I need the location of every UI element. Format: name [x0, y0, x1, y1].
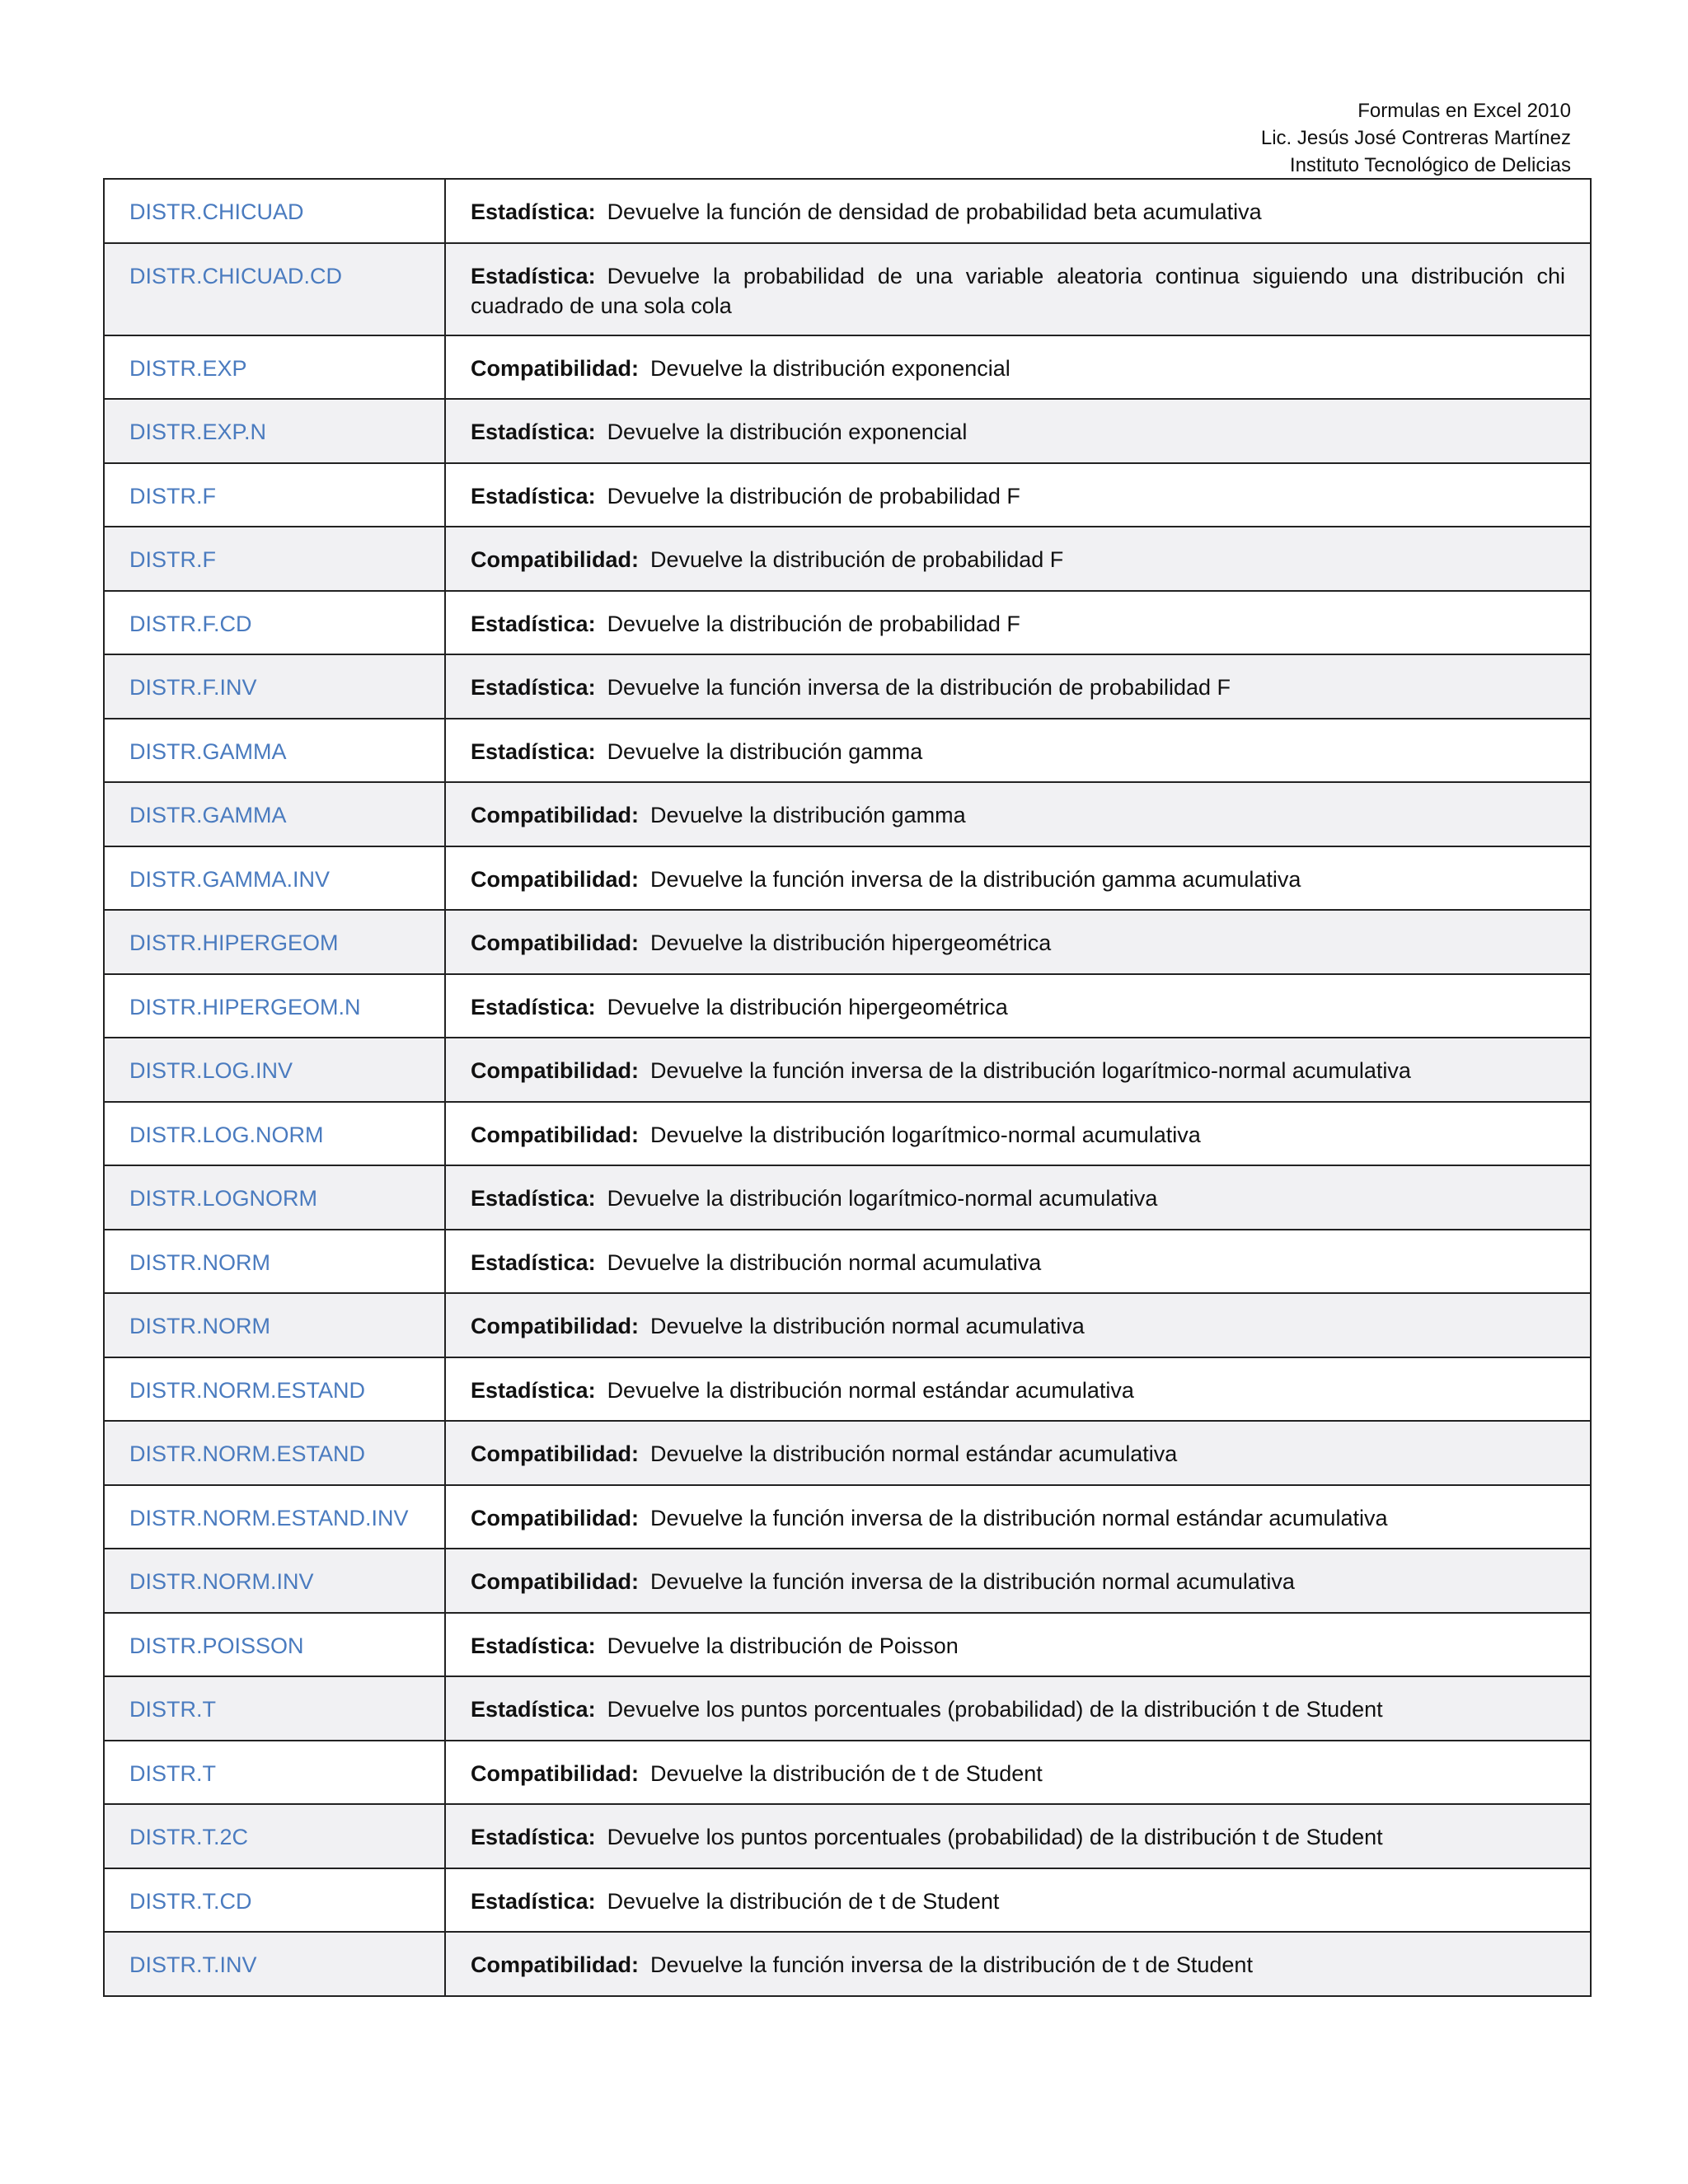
function-description [445, 1038, 1591, 1102]
description-text: Devuelve los puntos porcentuales (probabilidad) de la distribución t de Student [607, 1697, 1383, 1722]
function-description [445, 1613, 1591, 1677]
function-description [445, 782, 1591, 846]
function-category: Compatibilidad: [471, 1569, 639, 1594]
description-text: Devuelve la distribución hipergeométrica [650, 930, 1052, 955]
function-name-link[interactable]: DISTR.POISSON [104, 1613, 445, 1677]
function-name-link[interactable]: DISTR.T.INV [104, 1932, 445, 1996]
function-category: Estadística: [471, 1249, 596, 1275]
function-description [445, 179, 1591, 243]
description-text: Devuelve la distribución de probabilidad F [650, 547, 1064, 572]
description-text: Devuelve la distribución exponencial [607, 419, 968, 444]
function-name-link[interactable]: DISTR.HIPERGEOM.N [104, 974, 445, 1038]
table-row [104, 1230, 1591, 1294]
function-description [445, 1868, 1591, 1933]
function-description [445, 1165, 1591, 1230]
table-row [104, 1932, 1591, 1996]
function-category: Estadística: [471, 1377, 596, 1403]
table-row [104, 1165, 1591, 1230]
description-text: Devuelve la distribución logarítmico-normal acumulativa [607, 1186, 1158, 1211]
description-text: Devuelve la distribución de t de Student [650, 1760, 1043, 1786]
function-name-link[interactable]: DISTR.T [104, 1676, 445, 1741]
function-name-link[interactable]: DISTR.GAMMA [104, 719, 445, 783]
function-category: Compatibilidad: [471, 1505, 639, 1530]
function-category: Estadística: [471, 1186, 596, 1211]
function-description [445, 463, 1591, 527]
function-category: Compatibilidad: [471, 930, 639, 955]
function-name-link[interactable]: DISTR.NORM.ESTAND [104, 1421, 445, 1485]
function-category: Estadística: [471, 1888, 596, 1914]
description-text: Devuelve la función inversa de la distribución logarítmico-normal acumulativa [650, 1058, 1411, 1083]
table-row [104, 1804, 1591, 1868]
function-category: Compatibilidad: [471, 866, 639, 892]
table-row [104, 399, 1591, 463]
function-name-link[interactable]: DISTR.GAMMA [104, 782, 445, 846]
description-text: Devuelve la función inversa de la distribución de t de Student [650, 1952, 1253, 1977]
description-text: Devuelve la distribución de t de Student [607, 1888, 1000, 1914]
function-description [445, 846, 1591, 911]
function-name-link[interactable]: DISTR.HIPERGEOM [104, 910, 445, 974]
function-name-link[interactable]: DISTR.GAMMA.INV [104, 846, 445, 911]
function-category: Estadística: [471, 419, 596, 444]
description-text: Devuelve la distribución de probabilidad F [607, 611, 1020, 636]
function-category: Compatibilidad: [471, 803, 639, 827]
function-description [445, 1549, 1591, 1613]
description-text: Devuelve la distribución gamma [650, 803, 966, 827]
function-name-link[interactable]: DISTR.NORM.INV [104, 1549, 445, 1613]
function-category: Compatibilidad: [471, 1314, 639, 1338]
description-text: Devuelve la función inversa de la distribución normal acumulativa [650, 1569, 1295, 1594]
function-description [445, 1485, 1591, 1549]
description-text: Devuelve la distribución gamma [607, 738, 923, 764]
function-category: Estadística: [471, 1697, 596, 1722]
function-name-link[interactable]: DISTR.T.2C [104, 1804, 445, 1868]
function-category: Compatibilidad: [471, 1441, 639, 1466]
function-name-link[interactable]: DISTR.T [104, 1741, 445, 1805]
header-title: Formulas en Excel 2010 [1357, 100, 1571, 122]
function-category: Estadística: [471, 994, 596, 1019]
function-category: Estadística: [471, 483, 596, 509]
table-row [104, 527, 1591, 591]
description-text: Devuelve la distribución normal estándar acumulativa [607, 1377, 1134, 1403]
function-category: Compatibilidad: [471, 1122, 639, 1147]
function-description [445, 243, 1591, 335]
description-text: Devuelve la distribución normal acumulativa [650, 1314, 1085, 1338]
table-row [104, 1357, 1591, 1422]
function-category: Compatibilidad: [471, 1952, 639, 1977]
function-name-link[interactable]: DISTR.F.INV [104, 654, 445, 719]
table-row [104, 1868, 1591, 1933]
table-row [104, 719, 1591, 783]
function-name-link[interactable]: DISTR.LOGNORM [104, 1165, 445, 1230]
header-institution: Instituto Tecnológico de Delicias [1289, 154, 1571, 176]
description-text: Devuelve la distribución de Poisson [607, 1633, 959, 1658]
table-row [104, 1293, 1591, 1357]
function-category: Estadística: [471, 611, 596, 636]
description-text: Devuelve la función inversa de la distribución gamma acumulativa [650, 866, 1301, 892]
table-row [104, 1676, 1591, 1741]
table-row [104, 243, 1591, 335]
function-category: Estadística: [471, 738, 596, 764]
function-category: Compatibilidad: [471, 1760, 639, 1786]
table-row [104, 782, 1591, 846]
function-description [445, 399, 1591, 463]
function-description [445, 591, 1591, 655]
function-description [445, 1357, 1591, 1422]
function-category: Compatibilidad: [471, 547, 639, 572]
description-text: Devuelve la distribución normal acumulativa [607, 1249, 1042, 1275]
description-text: Devuelve la distribución logarítmico-normal acumulativa [650, 1122, 1201, 1147]
function-description [445, 719, 1591, 783]
function-category: Estadística: [471, 1633, 596, 1658]
function-description [445, 910, 1591, 974]
description-text: Devuelve la probabilidad de una variable aleatoria continua siguiendo una distribución chi cuadrado de una sola cola [471, 263, 1565, 318]
function-name-link[interactable]: DISTR.T.CD [104, 1868, 445, 1933]
description-text: Devuelve la distribución hipergeométrica [607, 994, 1008, 1019]
description-text: Devuelve la distribución de probabilidad F [607, 483, 1020, 509]
function-description [445, 527, 1591, 591]
function-name-link[interactable]: DISTR.CHICUAD [104, 179, 445, 243]
table-row [104, 1485, 1591, 1549]
table-row [104, 974, 1591, 1038]
function-name-link[interactable]: DISTR.NORM.ESTAND.INV [104, 1485, 445, 1549]
function-table [103, 178, 1592, 1997]
function-description [445, 335, 1591, 400]
function-description [445, 1230, 1591, 1294]
description-text: Devuelve la distribución normal estándar acumulativa [650, 1441, 1178, 1466]
function-category: Estadística: [471, 675, 596, 700]
description-text: Devuelve la función de densidad de probabilidad beta acumulativa [607, 199, 1262, 224]
function-category: Estadística: [471, 199, 596, 224]
page-header [1261, 97, 1571, 179]
function-name-link[interactable]: DISTR.EXP.N [104, 399, 445, 463]
function-description [445, 1932, 1591, 1996]
table-row [104, 654, 1591, 719]
function-category: Compatibilidad: [471, 355, 639, 381]
function-description [445, 1102, 1591, 1166]
function-name-link[interactable]: DISTR.NORM [104, 1230, 445, 1294]
function-name-link[interactable]: DISTR.NORM [104, 1293, 445, 1357]
description-text: Devuelve la distribución exponencial [650, 355, 1010, 381]
function-description [445, 654, 1591, 719]
description-text: Devuelve los puntos porcentuales (probabilidad) de la distribución t de Student [607, 1825, 1383, 1849]
function-description [445, 1421, 1591, 1485]
function-name-link[interactable]: DISTR.LOG.INV [104, 1038, 445, 1102]
function-name-link[interactable]: DISTR.F.CD [104, 591, 445, 655]
function-description [445, 1676, 1591, 1741]
function-name-link[interactable]: DISTR.NORM.ESTAND [104, 1357, 445, 1422]
header-author: Lic. Jesús José Contreras Martínez [1260, 127, 1571, 149]
description-text: Devuelve la función inversa de la distribución normal estándar acumulativa [650, 1505, 1388, 1530]
function-name-link[interactable]: DISTR.CHICUAD.CD [104, 243, 445, 335]
table-row [104, 179, 1591, 243]
description-text: Devuelve la función inversa de la distribución de probabilidad F [607, 675, 1231, 700]
function-description [445, 1741, 1591, 1805]
function-description [445, 1804, 1591, 1868]
function-name-link[interactable]: DISTR.F [104, 463, 445, 527]
function-name-link[interactable]: DISTR.EXP [104, 335, 445, 400]
function-description [445, 974, 1591, 1038]
function-category: Compatibilidad: [471, 1058, 639, 1083]
table-row [104, 1421, 1591, 1485]
table-row [104, 910, 1591, 974]
table-row [104, 463, 1591, 527]
table-row [104, 1549, 1591, 1613]
table-row [104, 591, 1591, 655]
table-row [104, 1613, 1591, 1677]
table-row [104, 1741, 1591, 1805]
function-name-link[interactable]: DISTR.LOG.NORM [104, 1102, 445, 1166]
function-description [445, 1293, 1591, 1357]
table-row [104, 1038, 1591, 1102]
function-category: Estadística: [471, 1825, 596, 1849]
table-row [104, 1102, 1591, 1166]
function-name-link[interactable]: DISTR.F [104, 527, 445, 591]
table-row [104, 335, 1591, 400]
function-category: Estadística: [471, 263, 596, 288]
table-row [104, 846, 1591, 911]
